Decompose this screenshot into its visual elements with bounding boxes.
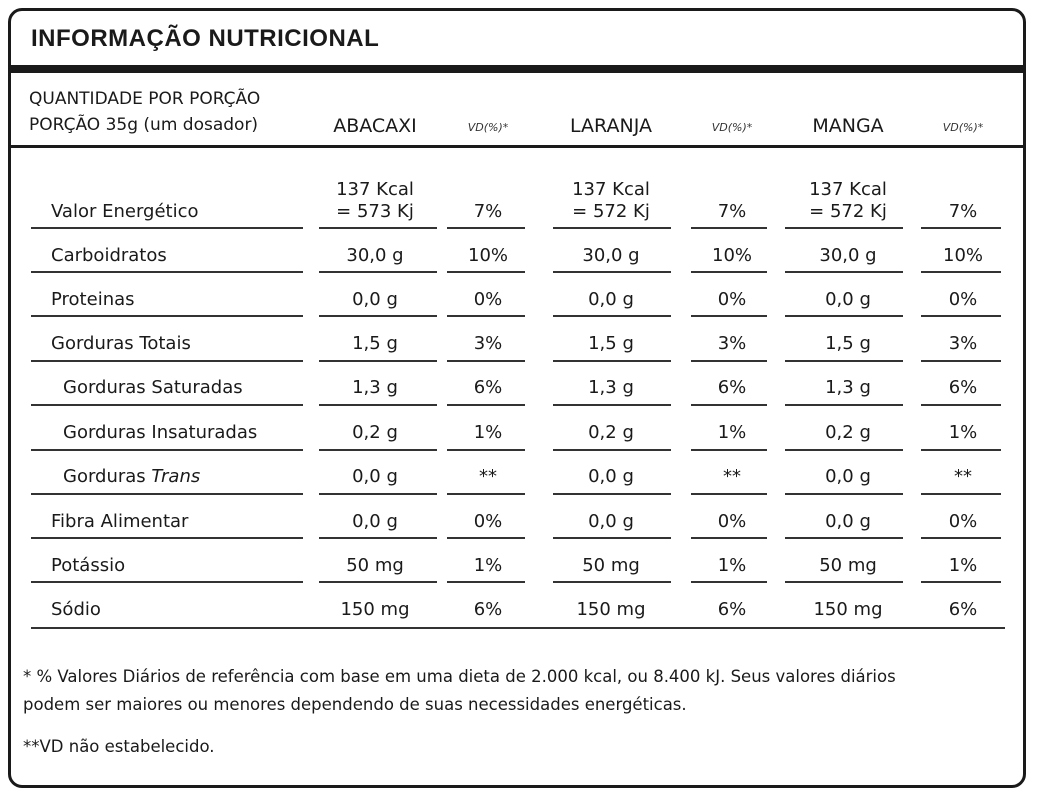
- vd-cell: 6%: [948, 599, 978, 620]
- amount-cell: 0,0 g: [825, 289, 871, 310]
- row-label-text: Proteinas: [51, 289, 135, 310]
- amount-cell: 1,5 g: [588, 333, 634, 354]
- column-header-vd-manga: VD(%)*: [942, 121, 984, 134]
- amount-cell: 0,0 g: [825, 466, 871, 487]
- footnote-line-2: podem ser maiores ou menores dependendo de suas necessidades energéticas.: [23, 695, 687, 714]
- header-divider: [11, 145, 1023, 148]
- row-underline: [319, 581, 437, 583]
- row-underline: [785, 581, 903, 583]
- vd-cell: **: [723, 466, 741, 487]
- amount-kcal: 137 Kcal: [336, 179, 414, 200]
- amount-cell: [809, 179, 887, 223]
- row-label: [63, 466, 200, 487]
- amount-cell: 0,0 g: [352, 466, 398, 487]
- row-underline: [319, 227, 437, 229]
- row-label: [51, 599, 101, 620]
- row-underline: [553, 360, 671, 362]
- amount-cell: 0,0 g: [352, 289, 398, 310]
- row-label: [51, 511, 188, 532]
- row-label-text: Gorduras Saturadas: [63, 377, 243, 398]
- row-underline: [553, 227, 671, 229]
- row-underline: [921, 404, 1001, 406]
- amount-cell: [572, 179, 650, 223]
- row-underline: [319, 404, 437, 406]
- vd-cell: 0%: [717, 289, 747, 310]
- row-underline: [31, 493, 303, 495]
- amount-kcal: 137 Kcal: [572, 179, 650, 200]
- row-underline: [553, 315, 671, 317]
- row-underline: [785, 360, 903, 362]
- amount-cell: 30,0 g: [582, 245, 640, 266]
- row-label: [63, 422, 257, 443]
- vd-cell: 6%: [473, 377, 503, 398]
- row-underline: [785, 315, 903, 317]
- vd-cell: 6%: [473, 599, 503, 620]
- vd-cell: **: [479, 466, 497, 487]
- vd-cell: 3%: [473, 333, 503, 354]
- amount-kj: = 573 Kj: [336, 201, 414, 222]
- amount-cell: 30,0 g: [346, 245, 404, 266]
- row-underline: [785, 227, 903, 229]
- row-underline: [31, 449, 303, 451]
- row-underline: [921, 271, 1001, 273]
- row-underline: [319, 315, 437, 317]
- amount-cell: 0,0 g: [825, 511, 871, 532]
- row-underline: [691, 315, 767, 317]
- amount-cell: 1,5 g: [352, 333, 398, 354]
- column-header-vd-laranja: VD(%)*: [711, 121, 753, 134]
- row-underline: [921, 581, 1001, 583]
- row-underline: [447, 360, 525, 362]
- vd-cell: 0%: [948, 511, 978, 532]
- amount-cell: 150 mg: [576, 599, 646, 620]
- amount-cell: 50 mg: [582, 555, 640, 576]
- amount-kcal: 137 Kcal: [809, 179, 887, 200]
- vd-cell: 0%: [717, 511, 747, 532]
- row-underline: [691, 537, 767, 539]
- title-divider: [11, 65, 1023, 73]
- vd-cell: 7%: [717, 201, 747, 222]
- row-underline: [319, 537, 437, 539]
- row-label-text: Valor Energético: [51, 201, 199, 222]
- row-label: [51, 333, 191, 354]
- row-underline: [921, 315, 1001, 317]
- amount-cell: 0,2 g: [825, 422, 871, 443]
- row-underline: [31, 537, 303, 539]
- row-underline: [31, 315, 303, 317]
- row-underline: [319, 271, 437, 273]
- row-underline: [921, 227, 1001, 229]
- nutrition-facts-panel: [8, 8, 1026, 788]
- vd-cell: 10%: [467, 245, 509, 266]
- row-label-text: Gorduras: [63, 466, 152, 487]
- row-underline: [319, 360, 437, 362]
- row-underline: [447, 404, 525, 406]
- row-label: [51, 201, 199, 222]
- row-label-text: Potássio: [51, 555, 126, 576]
- footnote-line-3: **VD não estabelecido.: [23, 737, 215, 756]
- column-header-manga: MANGA: [812, 115, 884, 137]
- row-underline: [921, 449, 1001, 451]
- row-underline: [691, 271, 767, 273]
- row-underline: [31, 271, 303, 273]
- amount-cell: 50 mg: [346, 555, 404, 576]
- row-underline: [921, 493, 1001, 495]
- column-header-abacaxi: ABACAXI: [333, 115, 417, 137]
- amount-kj: = 572 Kj: [809, 201, 887, 222]
- amount-cell: 0,0 g: [588, 511, 634, 532]
- footnote-daily-values: [23, 663, 1013, 719]
- row-label: [51, 289, 135, 310]
- footnote-line-1: * % Valores Diários de referência com base em uma dieta de 2.000 kcal, ou 8.400 kJ. Seus valores diários: [23, 667, 896, 686]
- vd-cell: 0%: [473, 511, 503, 532]
- amount-cell: 0,2 g: [588, 422, 634, 443]
- row-underline: [785, 404, 903, 406]
- serving-quantity-label: QUANTIDADE POR PORÇÃO: [29, 89, 261, 109]
- row-label-italic-text: Trans: [151, 466, 201, 487]
- row-underline: [691, 449, 767, 451]
- row-underline: [921, 537, 1001, 539]
- row-underline: [447, 315, 525, 317]
- row-underline: [691, 493, 767, 495]
- vd-cell: **: [954, 466, 972, 487]
- row-underline: [31, 227, 303, 229]
- row-label-text: Gorduras Insaturadas: [63, 422, 258, 443]
- vd-cell: 3%: [717, 333, 747, 354]
- vd-cell: 0%: [473, 289, 503, 310]
- amount-cell: 150 mg: [813, 599, 883, 620]
- row-underline: [785, 537, 903, 539]
- row-underline: [31, 581, 303, 583]
- amount-cell: 1,3 g: [588, 377, 634, 398]
- amount-cell: 0,0 g: [588, 466, 634, 487]
- amount-cell: 30,0 g: [819, 245, 877, 266]
- row-underline: [447, 227, 525, 229]
- row-underline: [319, 449, 437, 451]
- footnote-not-established: [23, 733, 1013, 761]
- row-label-text: Carboidratos: [51, 245, 167, 266]
- row-underline: [553, 404, 671, 406]
- amount-kj: = 572 Kj: [572, 201, 650, 222]
- row-underline: [691, 581, 767, 583]
- column-header-laranja: LARANJA: [570, 115, 652, 137]
- vd-cell: 1%: [473, 555, 503, 576]
- row-underline: [447, 493, 525, 495]
- amount-cell: 0,0 g: [588, 289, 634, 310]
- vd-cell: 7%: [948, 201, 978, 222]
- row-underline: [785, 271, 903, 273]
- row-label-text: Fibra Alimentar: [51, 511, 189, 532]
- amount-cell: 0,0 g: [352, 511, 398, 532]
- vd-cell: 1%: [948, 555, 978, 576]
- vd-cell: 1%: [948, 422, 978, 443]
- vd-cell: 1%: [717, 422, 747, 443]
- row-underline: [447, 581, 525, 583]
- vd-cell: 10%: [711, 245, 753, 266]
- row-underline: [31, 360, 303, 362]
- row-underline: [691, 227, 767, 229]
- amount-cell: [336, 179, 414, 223]
- row-label: [51, 245, 167, 266]
- row-underline: [785, 449, 903, 451]
- vd-cell: 6%: [717, 377, 747, 398]
- row-underline: [447, 449, 525, 451]
- row-underline: [31, 404, 303, 406]
- vd-cell: 3%: [948, 333, 978, 354]
- table-bottom-rule: [31, 627, 1005, 629]
- row-label: [51, 555, 125, 576]
- row-underline: [553, 271, 671, 273]
- row-underline: [447, 537, 525, 539]
- vd-cell: 0%: [948, 289, 978, 310]
- row-underline: [691, 360, 767, 362]
- amount-cell: 0,2 g: [352, 422, 398, 443]
- column-header-vd-abacaxi: VD(%)*: [467, 121, 509, 134]
- amount-cell: 1,3 g: [352, 377, 398, 398]
- row-underline: [921, 360, 1001, 362]
- row-underline: [447, 271, 525, 273]
- amount-cell: 1,3 g: [825, 377, 871, 398]
- row-underline: [553, 581, 671, 583]
- row-underline: [553, 449, 671, 451]
- row-underline: [785, 493, 903, 495]
- row-label-text: Sódio: [51, 599, 101, 620]
- vd-cell: 1%: [473, 422, 503, 443]
- amount-cell: 150 mg: [340, 599, 410, 620]
- row-underline: [319, 493, 437, 495]
- amount-cell: 50 mg: [819, 555, 877, 576]
- row-label: [63, 377, 243, 398]
- vd-cell: 10%: [942, 245, 984, 266]
- vd-cell: 6%: [717, 599, 747, 620]
- amount-cell: 1,5 g: [825, 333, 871, 354]
- vd-cell: 1%: [717, 555, 747, 576]
- vd-cell: 7%: [473, 201, 503, 222]
- row-label-text: Gorduras Totais: [51, 333, 191, 354]
- row-underline: [553, 493, 671, 495]
- vd-cell: 6%: [948, 377, 978, 398]
- row-underline: [553, 537, 671, 539]
- row-underline: [691, 404, 767, 406]
- serving-size-label: PORÇÃO 35g (um dosador): [29, 115, 259, 135]
- panel-title: INFORMAÇÃO NUTRICIONAL: [31, 25, 380, 52]
